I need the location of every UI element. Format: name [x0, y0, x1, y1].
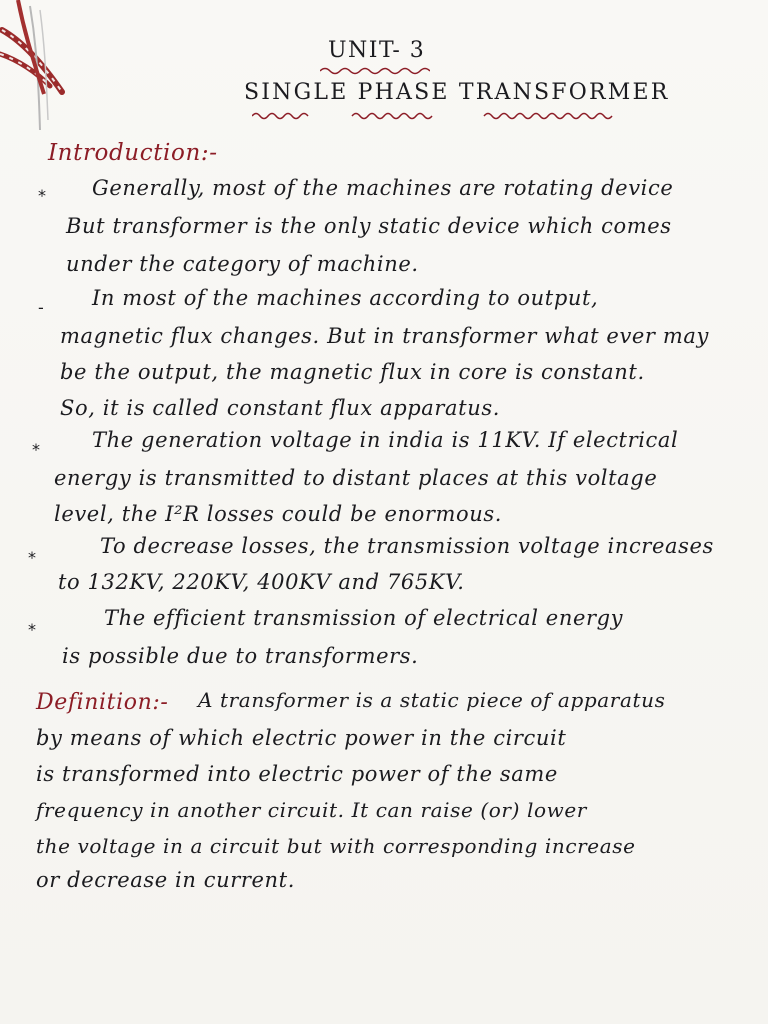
text-line: So, it is called constant flux apparatus. — [60, 396, 500, 420]
bullet-marker: - — [38, 298, 44, 317]
introduction-heading: Introduction:- — [48, 140, 218, 166]
text-line: is possible due to transformers. — [62, 644, 419, 668]
unit-title: UNIT- 3 — [328, 38, 426, 63]
text-line: A transformer is a static piece of apparatus — [198, 688, 666, 712]
text-line: In most of the machines according to output, — [92, 286, 599, 310]
text-line: to 132KV, 220KV, 400KV and 765KV. — [58, 570, 465, 594]
text-line: Generally, most of the machines are rotating device — [92, 176, 674, 200]
text-line: the voltage in a circuit but with corresponding increase — [36, 834, 636, 858]
text-line: by means of which electric power in the circuit — [36, 726, 567, 750]
definition-heading: Definition:- — [36, 690, 169, 715]
subject-underline-decoration — [252, 110, 652, 122]
bullet-marker: * — [28, 620, 36, 639]
text-line: is transformed into electric power of the same — [36, 762, 558, 786]
spiral-binder-cord-icon — [0, 0, 80, 140]
text-line: frequency in another circuit. It can raise (or) lower — [36, 798, 587, 822]
subject-title: SINGLE PHASE TRANSFORMER — [244, 80, 670, 105]
text-line: The generation voltage in india is 11KV. If electrical — [92, 428, 679, 452]
text-line: To decrease losses, the transmission voltage increases — [100, 534, 714, 558]
text-line: level, the I²R losses could be enormous. — [54, 502, 503, 526]
text-line: under the category of machine. — [66, 252, 419, 276]
text-line: magnetic flux changes. But in transformer what ever may — [60, 324, 709, 348]
text-line: The efficient transmission of electrical energy — [104, 606, 624, 630]
text-line: or decrease in current. — [36, 868, 296, 892]
text-line: But transformer is the only static device which comes — [66, 214, 672, 238]
title-underline-decoration — [320, 66, 430, 76]
bullet-marker: * — [32, 440, 40, 459]
bullet-marker: * — [38, 186, 46, 205]
text-line: be the output, the magnetic flux in core is constant. — [60, 360, 645, 384]
text-line: energy is transmitted to distant places at this voltage — [54, 466, 658, 490]
bullet-marker: * — [28, 548, 36, 567]
